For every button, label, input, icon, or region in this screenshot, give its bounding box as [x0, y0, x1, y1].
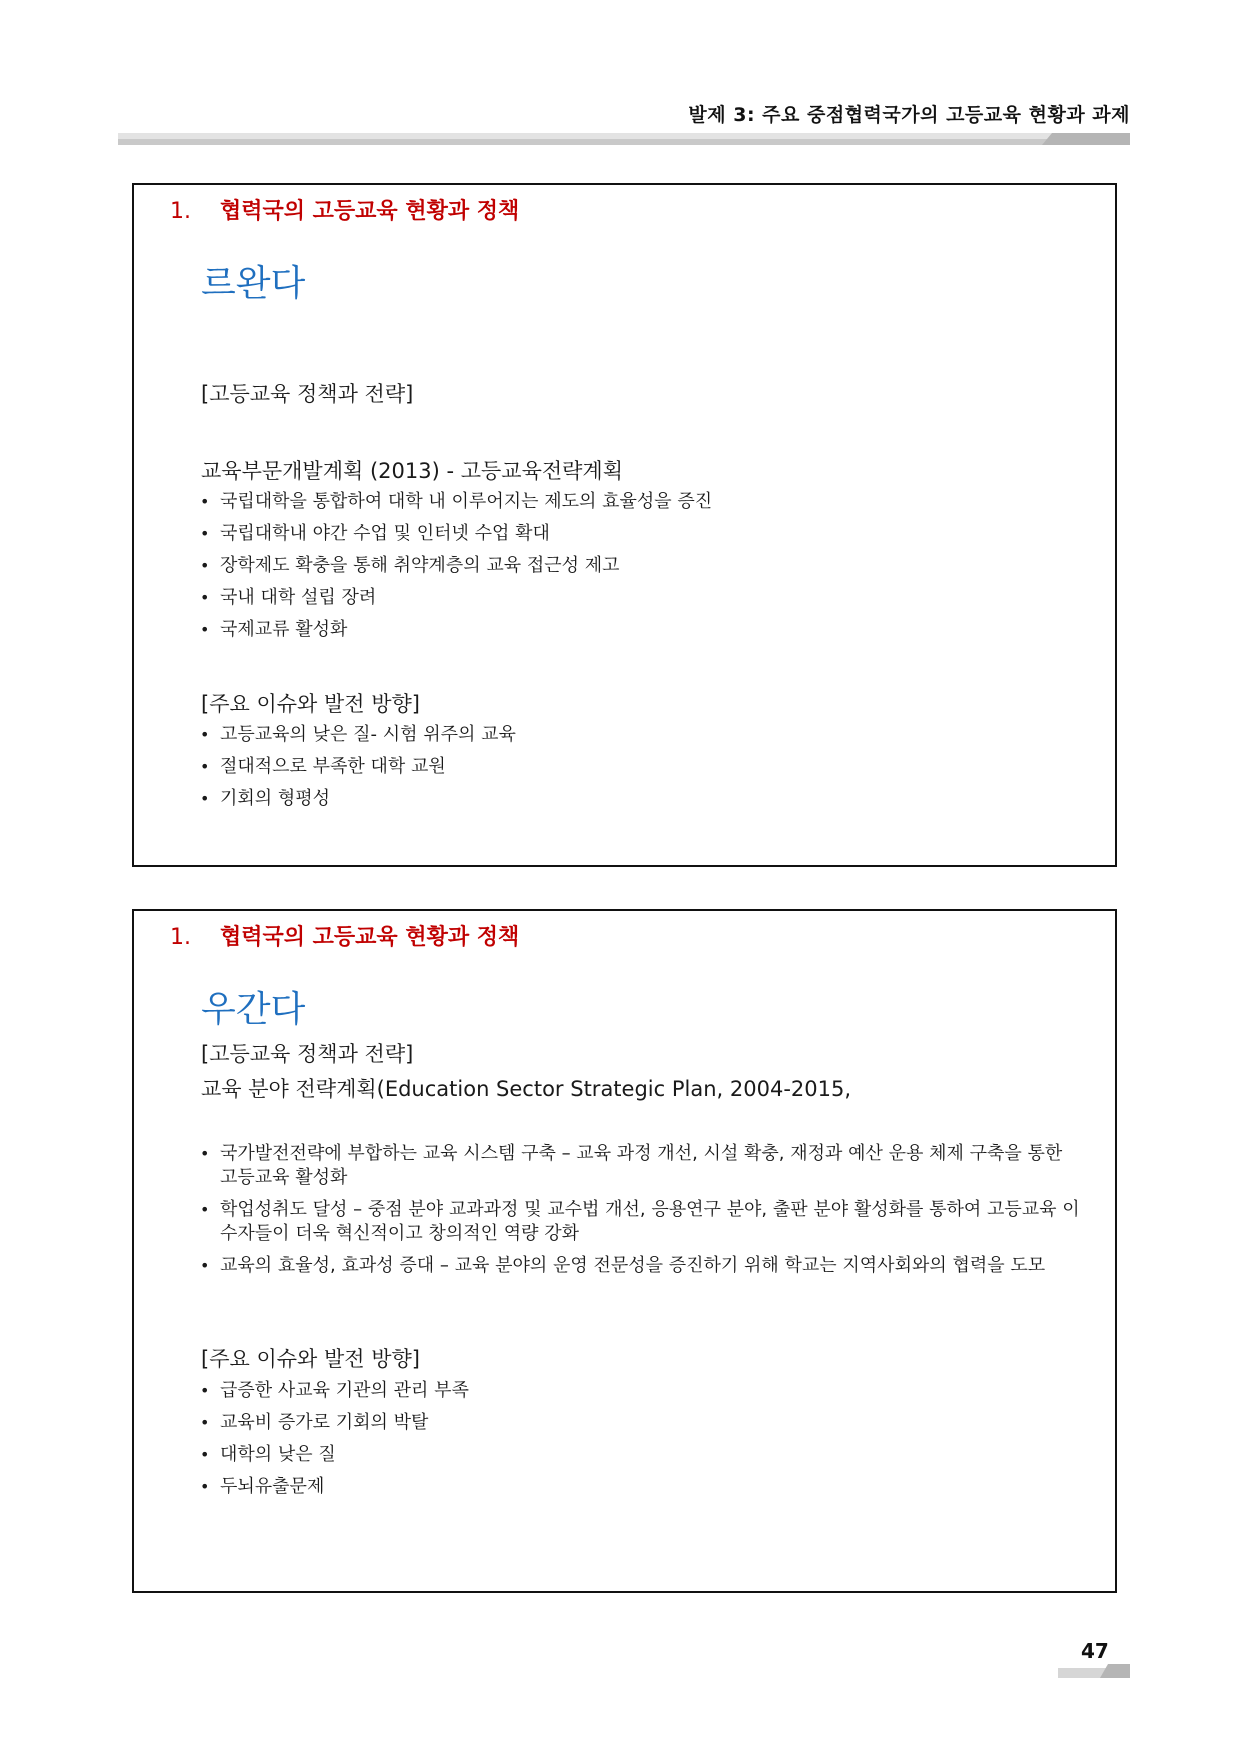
policy-heading: [고등교육 정책과 전략]: [201, 382, 414, 406]
plan-list: [200, 1142, 1080, 1286]
list-item: • 기회의 형평성: [200, 783, 516, 815]
list-item: • 절대적으로 부족한 대학 교원: [200, 751, 516, 783]
issues-heading: [주요 이슈와 발전 방향]: [201, 1347, 420, 1371]
list-item: • 교육비 증가로 기회의 박탈: [200, 1407, 469, 1439]
header-rule: [118, 133, 1130, 145]
slide-rwanda: [132, 183, 1117, 867]
slide-heading-number: 1.: [170, 199, 191, 224]
slide-heading: [170, 920, 519, 951]
list-item: • 두뇌유출문제: [200, 1471, 469, 1503]
plan-title: 교육 분야 전략계획(Education Sector Strategic Plan, 2004-2015,: [201, 1077, 852, 1101]
issues-list: [200, 1375, 469, 1503]
plan-list: [200, 486, 712, 646]
slide-heading-text: 협력국의 고등교육 현황과 정책: [220, 199, 520, 224]
list-item: • 국제교류 활성화: [200, 614, 712, 646]
slide-uganda: [132, 909, 1117, 1593]
page-number: 47: [1081, 1639, 1109, 1663]
issues-list: [200, 719, 516, 815]
issues-heading: [주요 이슈와 발전 방향]: [201, 692, 420, 716]
list-item: • 국립대학을 통합하여 대학 내 이루어지는 제도의 효율성을 증진: [200, 486, 712, 518]
header-title: 발제 3: 주요 중점협력국가의 고등교육 현황과 과제: [688, 104, 1130, 126]
list-item: • 국립대학내 야간 수업 및 인터넷 수업 확대: [200, 518, 712, 550]
slide-heading-text: 협력국의 고등교육 현황과 정책: [220, 925, 520, 950]
list-item: • 교육의 효율성, 효과성 증대 – 교육 분야의 운영 전문성을 증진하기 위해 학교는 지역사회와의 협력을 도모: [200, 1254, 1080, 1278]
list-item: • 대학의 낮은 질: [200, 1439, 469, 1471]
list-item: • 국내 대학 설립 장려: [200, 582, 712, 614]
list-item: • 급증한 사교육 기관의 관리 부족: [200, 1375, 469, 1407]
plan-title: 교육부문개발계획 (2013) - 고등교육전략계획: [201, 459, 624, 483]
slide-heading: [170, 194, 519, 225]
country-title: 우간다: [201, 989, 306, 1030]
list-item: • 장학제도 확충을 통해 취약계층의 교육 접근성 제고: [200, 550, 712, 582]
slide-heading-number: 1.: [170, 925, 191, 950]
list-item: • 국가발전전략에 부합하는 교육 시스템 구축 – 교육 과정 개선, 시설 확충, 재정과 예산 운용 체제 구축을 통한 고등교육 활성화: [200, 1142, 1080, 1190]
list-item: • 학업성취도 달성 – 중점 분야 교과과정 및 교수법 개선, 응용연구 분야, 출판 분야 활성화를 통하여 고등교육 이수자들이 더욱 혁신적이고 창의적인 역량 강화: [200, 1198, 1080, 1246]
country-title: 르완다: [201, 263, 306, 304]
footer-rule: [1058, 1664, 1130, 1678]
list-item: • 고등교육의 낮은 질- 시험 위주의 교육: [200, 719, 516, 751]
policy-heading: [고등교육 정책과 전략]: [201, 1042, 414, 1066]
